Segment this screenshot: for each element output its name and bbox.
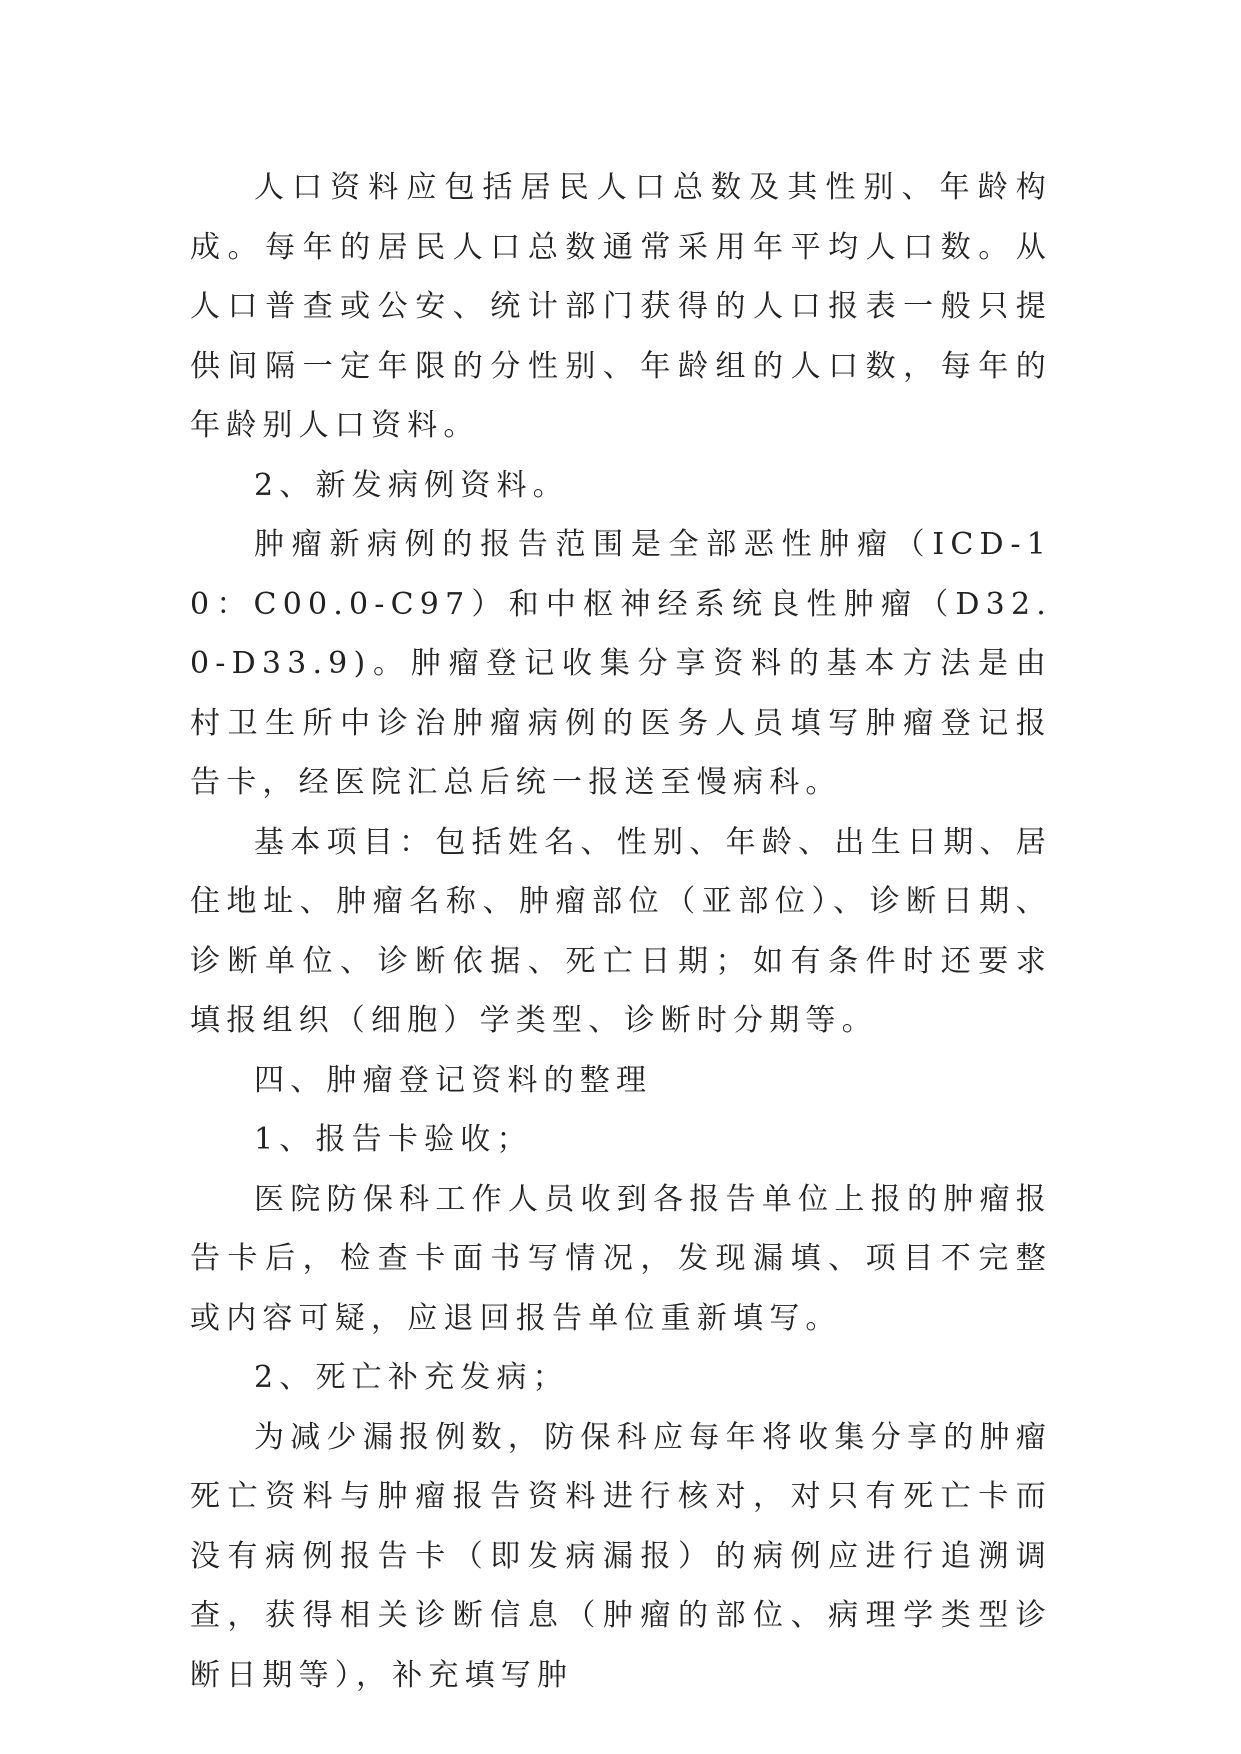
document-body	[190, 158, 1052, 1705]
paragraph-death-supplement: 为减少漏报例数，防保科应每年将收集分享的肿瘤死亡资料与肿瘤报告资料进行核对，对只有死亡卡而没有病例报告卡（即发病漏报）的病例应进行追溯调查，获得相关诊断信息（肿瘤的部位、病理学类型诊断日期等），补充填写肿	[190, 1419, 1052, 1693]
paragraph-report-scope: 肿瘤新病例的报告范围是全部恶性肿瘤（ICD-10：C00.0-C97）和中枢神经系统良性肿瘤（D32.0-D33.9)。肿瘤登记收集分享资料的基本方法是由村卫生所中诊治肿瘤病例的医务人员填写肿瘤登记报告卡，经医院汇总后统一报送至慢病科。	[190, 527, 1052, 800]
paragraph-basic-items: 基本项目：包括姓名、性别、年龄、出生日期、居住地址、肿瘤名称、肿瘤部位（亚部位）、诊断日期、诊断单位、诊断依据、死亡日期；如有条件时还要求填报组织（细胞）学类型、诊断时分期等。	[190, 824, 1052, 1038]
paragraph-population-data: 人口资料应包括居民人口总数及其性别、年龄构成。每年的居民人口总数通常采用年平均人口数。从人口普查或公安、统计部门获得的人口报表一般只提供间隔一定年限的分性别、年龄组的人口数，每年的年龄别人口资料。	[190, 170, 1052, 443]
paragraph-card-check: 医院防保科工作人员收到各报告单位上报的肿瘤报告卡后，检查卡面书写情况，发现漏填、项目不完整或内容可疑，应退回报告单位重新填写。	[190, 1181, 1052, 1336]
heading-new-cases-data: 2、新发病例资料。	[254, 467, 569, 503]
heading-data-organization: 四、肿瘤登记资料的整理	[254, 1062, 653, 1098]
heading-card-acceptance: 1、报告卡验收；	[254, 1122, 533, 1157]
heading-death-supplement: 2、死亡补充发病；	[254, 1360, 569, 1395]
